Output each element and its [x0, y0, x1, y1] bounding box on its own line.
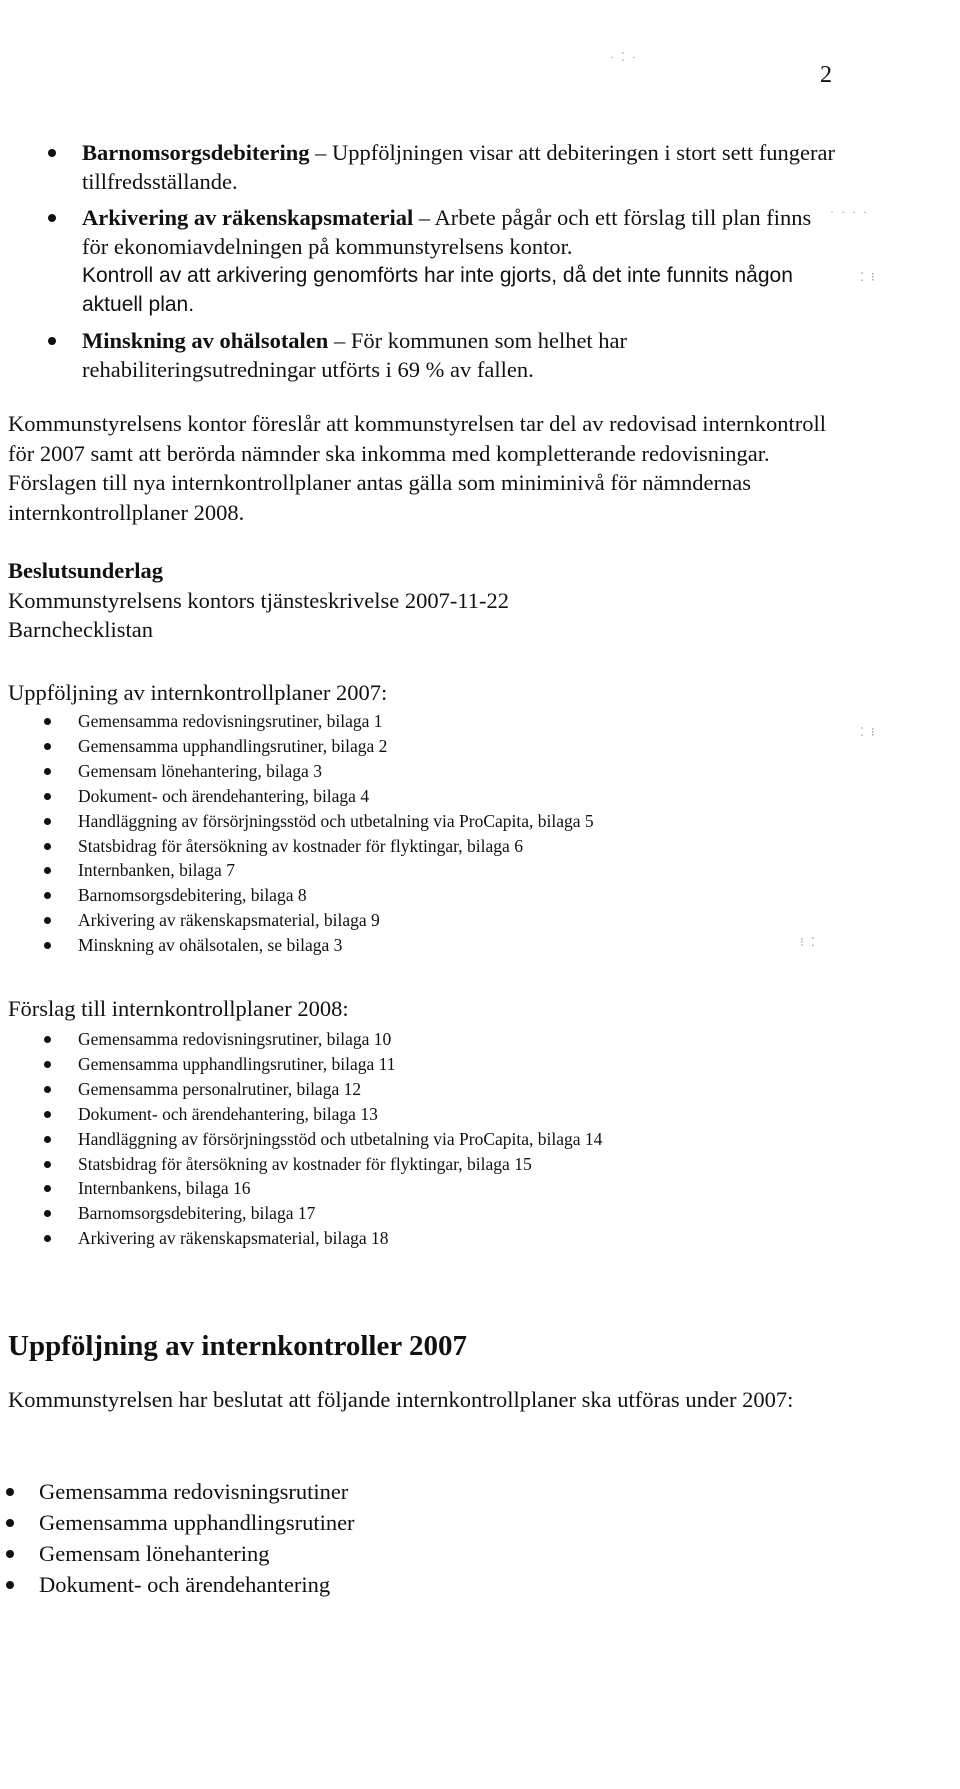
followup-list	[44, 709, 764, 958]
basis-heading: Beslutsunderlag	[8, 558, 164, 583]
list-item	[48, 326, 838, 384]
list-item: Gemensamma redovisningsrutiner	[6, 1476, 355, 1507]
list-item: Statsbidrag för återsökning av kostnader för flyktingar, bilaga 15	[44, 1152, 764, 1177]
list-item: Handläggning av försörjningsstöd och utbetalning via ProCapita, bilaga 5	[44, 809, 764, 834]
list-item: Gemensamma redovisningsrutiner, bilaga 1	[44, 709, 764, 734]
section-title: Uppföljning av internkontroller 2007	[8, 1330, 467, 1362]
list-item: Statsbidrag för återsökning av kostnader för flyktingar, bilaga 6	[44, 834, 764, 859]
status-bullet-list	[48, 138, 838, 391]
list-item	[48, 203, 838, 319]
followup-heading: Uppföljning av internkontrollplaner 2007:	[8, 680, 388, 705]
list-item: Gemensamma upphandlingsrutiner, bilaga 11	[44, 1052, 764, 1077]
list-item: Gemensamma redovisningsrutiner, bilaga 10	[44, 1027, 764, 1052]
list-item: Dokument- och ärendehantering	[6, 1569, 355, 1600]
item-text: – För kommunen som helhet har rehabiliteringsutredningar utförts i 69 % av fallen.	[82, 328, 628, 382]
list-item: Barnomsorgsdebitering, bilaga 17	[44, 1201, 764, 1226]
proposals-heading: Förslag till internkontrollplaner 2008:	[8, 996, 349, 1021]
item-text: – Uppföljningen visar att debiteringen i stort sett fungerar tillfredsställande.	[82, 140, 835, 194]
item-title: Arkivering av räkenskapsmaterial	[82, 205, 414, 230]
scan-noise: ⁝ ⁚	[800, 935, 817, 949]
item-title: Minskning av ohälsotalen	[82, 328, 329, 353]
basis-block	[8, 556, 838, 645]
list-item: Barnomsorgsdebitering, bilaga 8	[44, 883, 764, 908]
proposals-list	[44, 1027, 764, 1251]
scan-noise: ⁚ ⁝	[860, 270, 877, 284]
list-item: Gemensamma upphandlingsrutiner, bilaga 2	[44, 734, 764, 759]
scan-noise: · · · ·	[830, 205, 869, 219]
list-item: Internbanken, bilaga 7	[44, 858, 764, 883]
proposal-paragraph: Kommunstyrelsens kontor föreslår att kommunstyrelsen tar del av redovisad internkontroll för 2007 samt att berörda nämnder ska inkomma med kompletterande redovisningar. Förslagen till nya internkontrollplaner antas gälla som miniminivå för nämndernas internkontrollplaner 2008.	[8, 411, 826, 525]
list-item: Gemensam lönehantering	[6, 1538, 355, 1569]
list-item: Dokument- och ärendehantering, bilaga 4	[44, 784, 764, 809]
section-list	[6, 1476, 355, 1600]
list-item: Arkivering av räkenskapsmaterial, bilaga 9	[44, 908, 764, 933]
section-intro: Kommunstyrelsen har beslutat att följande internkontrollplaner ska utföras under 2007:	[8, 1387, 794, 1412]
page-number: 2	[820, 62, 832, 88]
scan-noise: ⁚ ⁝	[860, 725, 877, 739]
list-item: Arkivering av räkenskapsmaterial, bilaga 18	[44, 1226, 764, 1251]
list-item: Gemensam lönehantering, bilaga 3	[44, 759, 764, 784]
scan-noise: · ⁚ ·	[610, 50, 638, 64]
list-item: Gemensamma personalrutiner, bilaga 12	[44, 1077, 764, 1102]
list-item: Internbankens, bilaga 16	[44, 1176, 764, 1201]
list-item: Minskning av ohälsotalen, se bilaga 3	[44, 933, 764, 958]
basis-line: Barnchecklistan	[8, 617, 153, 642]
basis-line: Kommunstyrelsens kontors tjänsteskrivelse 2007-11-22	[8, 587, 509, 613]
list-item: Gemensamma upphandlingsrutiner	[6, 1507, 355, 1538]
item-note: Kontroll av att arkivering genomförts har inte gjorts, då det inte funnits någon aktuell plan.	[82, 264, 793, 316]
list-item: Handläggning av försörjningsstöd och utbetalning via ProCapita, bilaga 14	[44, 1127, 764, 1152]
list-item	[48, 138, 838, 196]
list-item: Dokument- och ärendehantering, bilaga 13	[44, 1102, 764, 1127]
item-title: Barnomsorgsdebitering	[82, 140, 310, 165]
item-text: – Arbete pågår och ett förslag till plan finns för ekonomiavdelningen på kommunstyrelsens kontor.	[82, 205, 812, 259]
